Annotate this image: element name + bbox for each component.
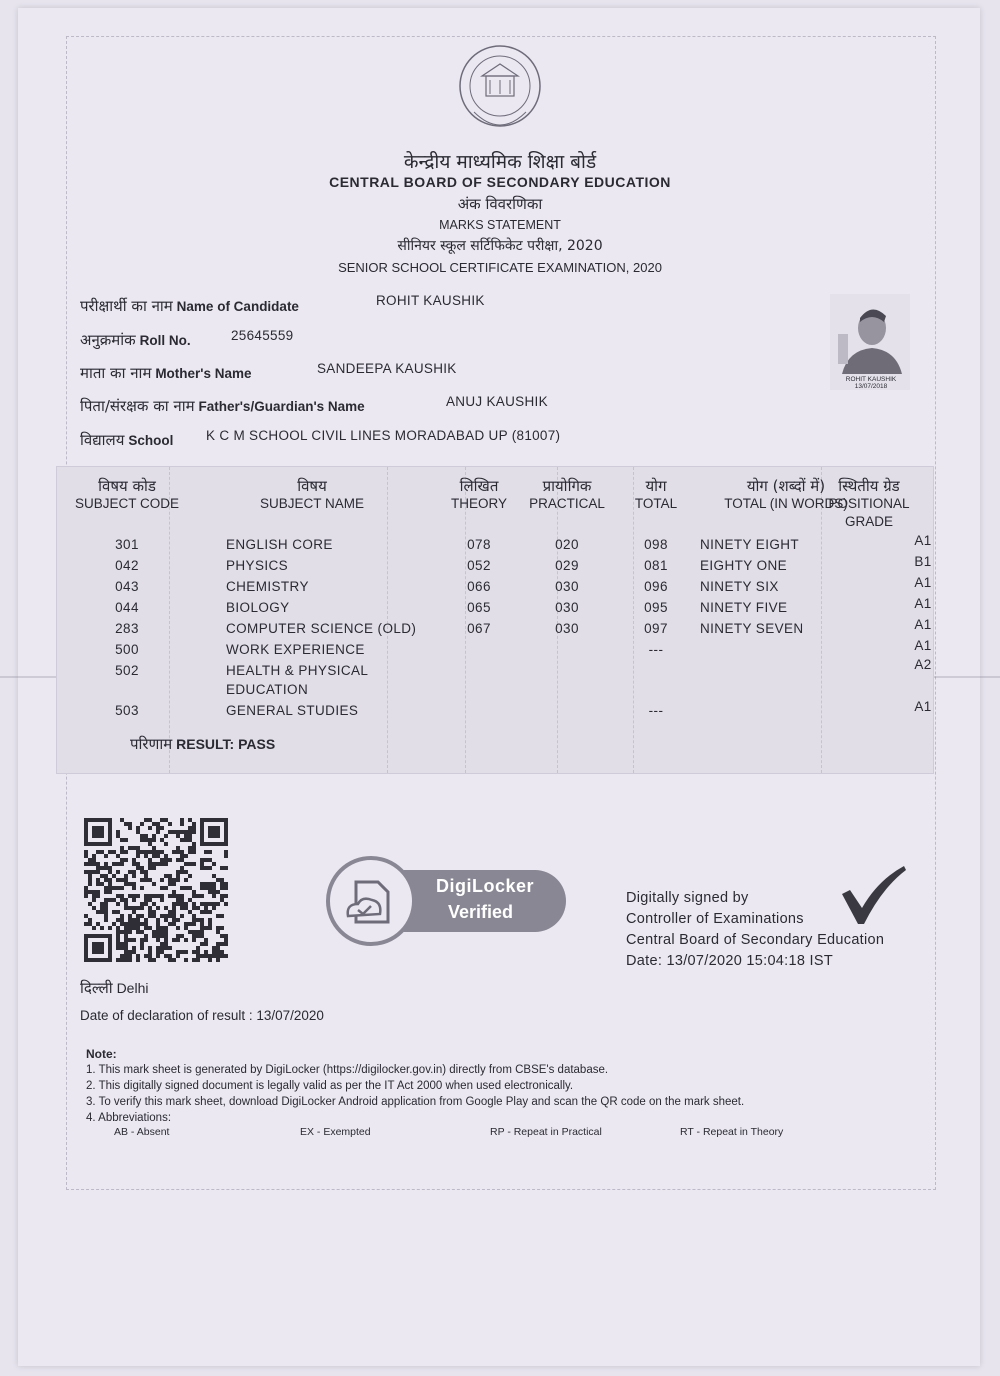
total-in-words: NINETY EIGHT: [700, 537, 800, 552]
issue-city: दिल्ली Delhi: [80, 979, 149, 997]
qr-code[interactable]: [84, 818, 228, 962]
board-name-hindi: केन्द्रीय माध्यमिक शिक्षा बोर्ड: [403, 151, 597, 173]
total-marks: ---: [648, 703, 664, 718]
subject-name: PHYSICS: [226, 558, 289, 573]
badge-line-1: DigiLocker: [436, 876, 535, 896]
subject-name: EDUCATION: [226, 682, 309, 697]
total-marks: 095: [644, 600, 668, 615]
board-name: CENTRAL BOARD OF SECONDARY EDUCATION: [329, 174, 671, 190]
total-in-words: NINETY FIVE: [700, 600, 788, 615]
total-in-words: NINETY SIX: [700, 579, 779, 594]
theory-marks: 066: [467, 579, 491, 594]
subject-code: 043: [115, 579, 139, 594]
positional-grade: A1: [914, 533, 932, 548]
subject-code: 502: [115, 663, 139, 678]
theory-marks: 052: [467, 558, 491, 573]
note-item: 4. Abbreviations:: [86, 1112, 172, 1124]
abbr-exempted: EX - Exempted: [300, 1126, 371, 1138]
subject-code: 283: [115, 621, 139, 636]
notes-section: Note: 1. This mark sheet is generated by DigiLocker (https://digilocker.gov.in) directly from CBSE's database. 2. This digitally signed document is legally valid as per the IT Act 2000 when used electronically. 3. To verify this mark sheet, download DigiLocker Android application from Google Play and scan the QR code on the mark sheet. 4. Abbreviations:: [86, 1047, 745, 1124]
marks-table: [56, 466, 934, 774]
positional-grade: A2: [914, 657, 932, 672]
practical-marks: 030: [555, 621, 579, 636]
total-marks: 098: [644, 537, 668, 552]
statement-title: MARKS STATEMENT: [439, 218, 561, 232]
positional-grade: A1: [914, 699, 932, 714]
result-value: PASS: [238, 736, 276, 752]
note-item: 3. To verify this mark sheet, download DigiLocker Android application from Google Play and scan the QR code on the mark sheet.: [86, 1096, 745, 1108]
subject-name: COMPUTER SCIENCE (OLD): [226, 621, 417, 636]
photo-caption: ROHIT KAUSHIK 13/07/2018: [845, 376, 897, 390]
subject-name: GENERAL STUDIES: [226, 703, 359, 718]
header-subject-code: विषय कोड SUBJECT CODE: [74, 477, 180, 511]
header-total: योग TOTAL: [634, 477, 678, 511]
school-name: K C M SCHOOL CIVIL LINES MORADABAD UP (81007): [206, 428, 561, 443]
practical-marks: 029: [555, 558, 579, 573]
total-marks: ---: [648, 642, 664, 657]
father-name: ANUJ KAUSHIK: [446, 394, 548, 409]
cbse-seal-icon: [456, 42, 544, 142]
subject-name: CHEMISTRY: [226, 579, 309, 594]
abbr-absent: AB - Absent: [114, 1126, 170, 1138]
declaration-date-line: Date of declaration of result : 13/07/2020: [80, 1008, 324, 1023]
exam-title: SENIOR SCHOOL CERTIFICATE EXAMINATION, 2020: [338, 260, 662, 275]
note-item: 1. This mark sheet is generated by DigiLocker (https://digilocker.gov.in) directly from CBSE's database.: [86, 1064, 609, 1076]
roll-number-label: अनुक्रमांक Roll No.: [80, 331, 191, 349]
header-theory: लिखित THEORY: [450, 477, 507, 511]
subject-code: 503: [115, 703, 139, 718]
theory-marks: 065: [467, 600, 491, 615]
positional-grade: A1: [914, 617, 932, 632]
digital-signature-block: Digitally signed by Controller of Examinations Central Board of Secondary Education Date: 13/07/2020 15:04:18 IST: [626, 888, 884, 972]
positional-grade: A1: [914, 575, 932, 590]
practical-marks: 030: [555, 600, 579, 615]
signature-date: Date: 13/07/2020 15:04:18 IST: [626, 953, 834, 969]
digilocker-verified-badge: [326, 856, 574, 946]
subject-name: HEALTH & PHYSICAL: [226, 663, 369, 678]
positional-grade: A1: [914, 596, 932, 611]
statement-title-hindi: अंक विवरणिका: [457, 195, 543, 213]
subject-code: 042: [115, 558, 139, 573]
total-marks: 081: [644, 558, 668, 573]
result-line: परिणाम RESULT: PASS: [130, 735, 276, 753]
subject-code: 044: [115, 600, 139, 615]
positional-grade: A1: [914, 638, 932, 653]
header-positional-grade: स्थितीय ग्रेड POSITIONAL GRADE: [828, 477, 910, 529]
mother-name-label: माता का नाम Mother's Name: [80, 364, 252, 382]
school-label: विद्यालय School: [80, 431, 174, 449]
subject-name: ENGLISH CORE: [226, 537, 333, 552]
candidate-name: ROHIT KAUSHIK: [376, 293, 485, 308]
subject-code: 500: [115, 642, 139, 657]
practical-marks: 030: [555, 579, 579, 594]
practical-marks: 020: [555, 537, 579, 552]
declaration-date: 13/07/2020: [256, 1008, 324, 1023]
positional-grade: B1: [914, 554, 932, 569]
header-practical: प्रायोगिक PRACTICAL: [529, 477, 605, 511]
father-name-label: पिता/संरक्षक का नाम Father's/Guardian's Name: [80, 397, 365, 415]
mother-name: SANDEEPA KAUSHIK: [317, 361, 457, 376]
header-subject-name: विषय SUBJECT NAME: [259, 477, 365, 511]
total-marks: 096: [644, 579, 668, 594]
check-mark-icon: [838, 862, 908, 926]
total-in-words: EIGHTY ONE: [700, 558, 788, 573]
subject-name: WORK EXPERIENCE: [226, 642, 365, 657]
abbr-repeat-theory: RT - Repeat in Theory: [680, 1126, 784, 1138]
total-in-words: NINETY SEVEN: [700, 621, 804, 636]
total-marks: 097: [644, 621, 668, 636]
exam-title-hindi: सीनियर स्कूल सर्टिफिकेट परीक्षा, 2020: [397, 238, 603, 254]
badge-line-2: Verified: [448, 902, 514, 922]
header-total-in-words: योग (शब्दों में) TOTAL (IN WORDS): [724, 477, 848, 511]
abbr-repeat-practical: RP - Repeat in Practical: [490, 1126, 602, 1138]
theory-marks: 067: [467, 621, 491, 636]
subject-name: BIOLOGY: [226, 600, 290, 615]
subject-code: 301: [115, 537, 139, 552]
theory-marks: 078: [467, 537, 491, 552]
note-item: 2. This digitally signed document is legally valid as per the IT Act 2000 when used electronically.: [86, 1080, 574, 1092]
candidate-name-label: परीक्षार्थी का नाम Name of Candidate: [80, 297, 299, 315]
roll-number: 25645559: [231, 328, 294, 343]
